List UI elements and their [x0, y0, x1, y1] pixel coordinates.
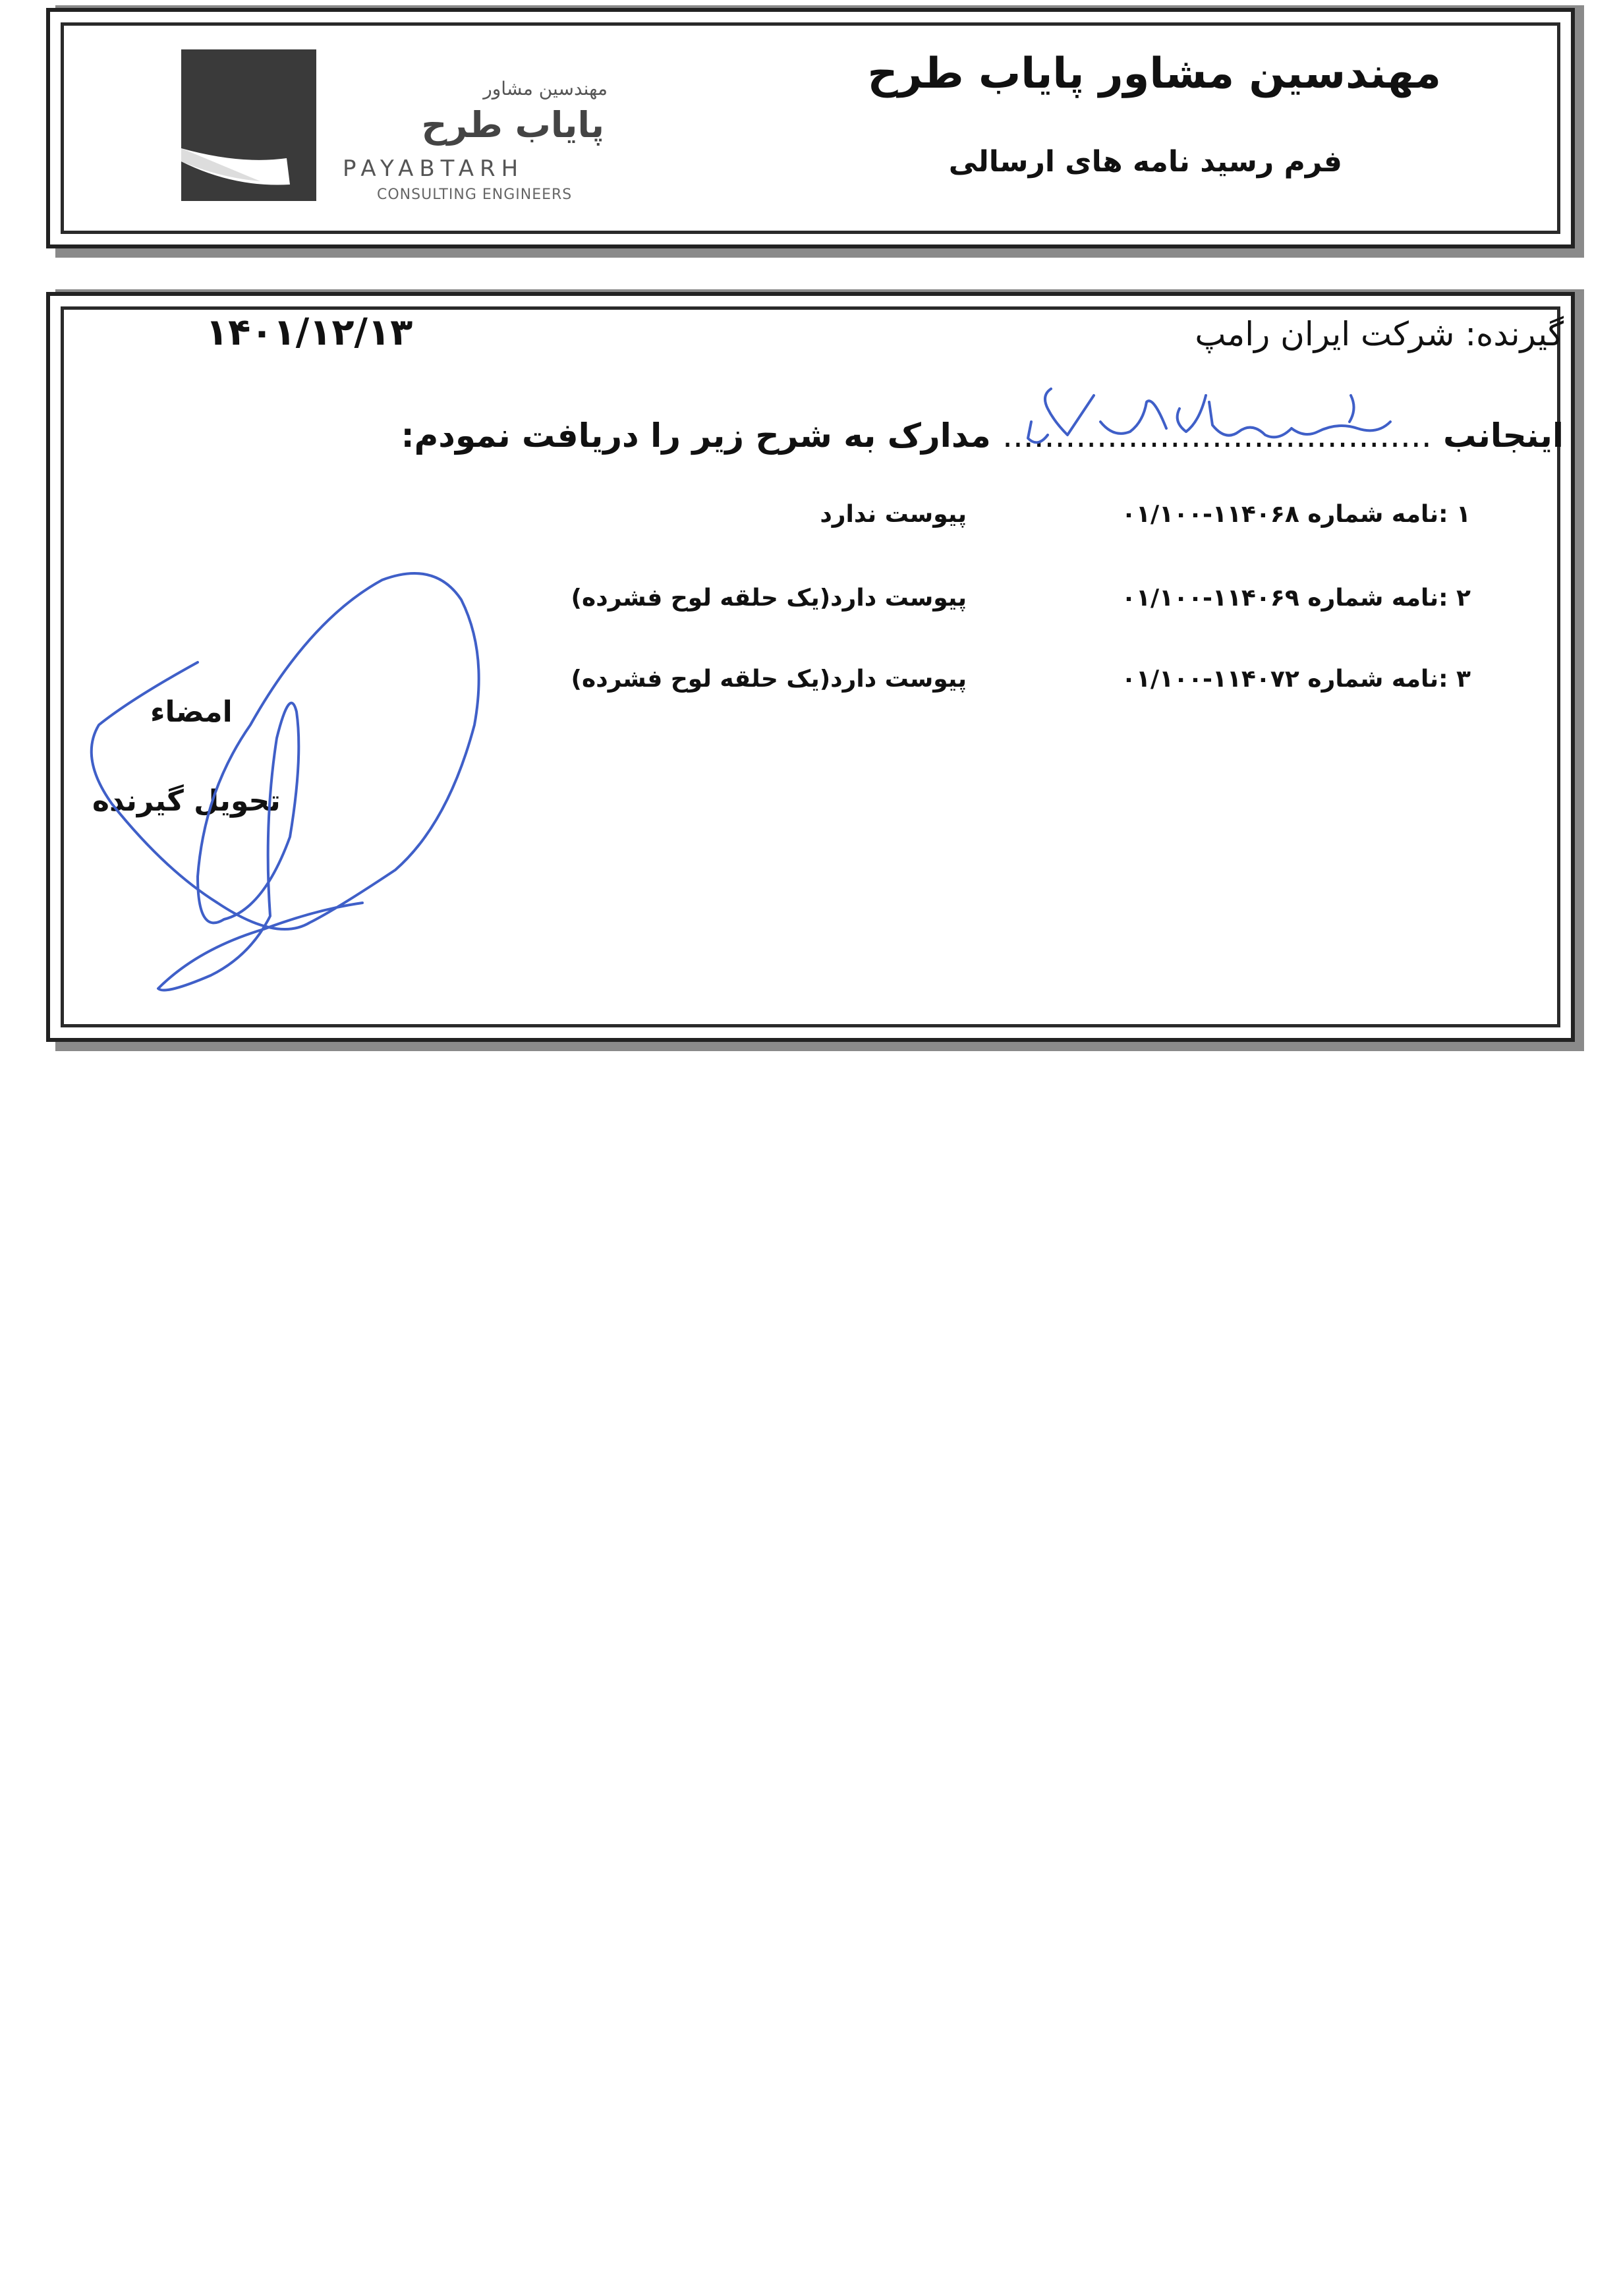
form-title: فرم رسید نامه های ارسالی [948, 145, 1342, 179]
signature-scrawl [92, 573, 479, 990]
item-3-attachment: پیوست دارد(یک حلقه لوح فشرده) [571, 666, 967, 693]
statement-suffix: مدارک به شرح زیر را دریافت نمودم: [401, 416, 991, 455]
recipient-label: گیرنده: [1465, 315, 1564, 353]
logo-persian-name: پایاب طرح [421, 104, 604, 146]
statement-blank-1: ...................... [1201, 416, 1432, 455]
delivered-to-label: تحویل گیرنده [92, 784, 281, 818]
item-1-attachment: پیوست ندارد [820, 501, 967, 528]
logo-english-name: PAYABTARH [343, 156, 525, 182]
handwritten-name [1292, 422, 1390, 434]
item-3-letter-number: ۳ :نامه شماره ۱۱۴۰۷۲-۰۱/۱۰۰ [1122, 666, 1471, 693]
signature-label: امضاء [150, 695, 233, 729]
logo-english-subtitle: CONSULTING ENGINEERS [377, 187, 573, 203]
company-name: مهندسین مشاور پایاب طرح [867, 49, 1441, 98]
item-1-letter-number: ۱ :نامه شماره ۱۱۴۰۶۸-۰۱/۱۰۰ [1122, 501, 1471, 528]
recipient-name: شرکت ایران رامپ [1195, 315, 1455, 353]
receipt-date: ۱۴۰۱/۱۲/۱۳ [206, 311, 413, 354]
item-2-attachment: پیوست دارد(یک حلقه لوح فشرده) [571, 585, 967, 612]
statement-blank-2: ................... [1002, 416, 1202, 455]
logo-persian-subtitle: مهندسین مشاور [483, 78, 608, 100]
statement-prefix: اینجانب [1443, 416, 1564, 455]
item-2-letter-number: ۲ :نامه شماره ۱۱۴۰۶۹-۰۱/۱۰۰ [1122, 585, 1471, 612]
